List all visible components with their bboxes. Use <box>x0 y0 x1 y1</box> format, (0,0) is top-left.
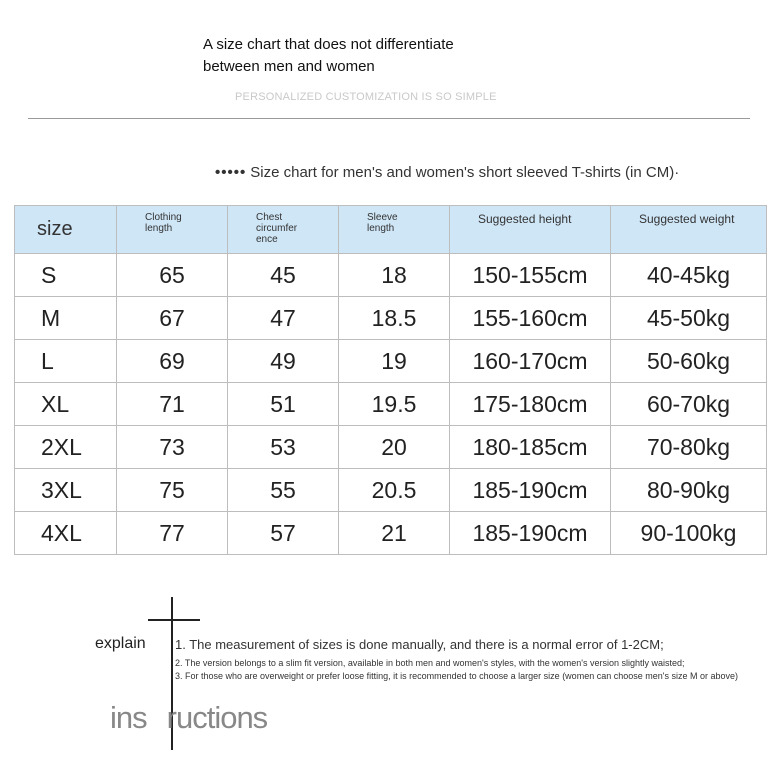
header-chest: Chest circumfer ence <box>228 206 339 254</box>
size-cell: M <box>15 297 117 340</box>
heading-dots: ••••• <box>215 164 247 181</box>
size-cell: L <box>15 340 117 383</box>
value-cell: 185-190cm <box>450 469 611 512</box>
value-cell: 50-60kg <box>611 340 767 383</box>
value-cell: 180-185cm <box>450 426 611 469</box>
value-cell: 175-180cm <box>450 383 611 426</box>
value-cell: 73 <box>117 426 228 469</box>
value-cell: 19 <box>339 340 450 383</box>
value-cell: 18.5 <box>339 297 450 340</box>
table-header-row <box>15 206 767 254</box>
chart-heading <box>215 164 679 181</box>
note-2: 2. The version belongs to a slim fit version, available in both men and women's styles, with the women's version slightly waisted; <box>175 658 685 668</box>
value-cell: 45 <box>228 254 339 297</box>
value-cell: 160-170cm <box>450 340 611 383</box>
size-cell: 4XL <box>15 512 117 555</box>
note-1: 1. The measurement of sizes is done manually, and there is a normal error of 1-2CM; <box>175 637 664 652</box>
value-cell: 20 <box>339 426 450 469</box>
table-row <box>15 469 767 512</box>
value-cell: 185-190cm <box>450 512 611 555</box>
value-cell: 69 <box>117 340 228 383</box>
value-cell: 155-160cm <box>450 297 611 340</box>
header-size: size <box>15 206 117 254</box>
value-cell: 55 <box>228 469 339 512</box>
value-cell: 53 <box>228 426 339 469</box>
size-cell: S <box>15 254 117 297</box>
header-sleeve-length: Sleeve length <box>339 206 450 254</box>
value-cell: 18 <box>339 254 450 297</box>
value-cell: 80-90kg <box>611 469 767 512</box>
size-cell: 3XL <box>15 469 117 512</box>
value-cell: 70-80kg <box>611 426 767 469</box>
notes-list <box>175 637 775 684</box>
instructions-right: ructions <box>166 700 268 735</box>
header-clothing-length: Clothing length <box>117 206 228 254</box>
table-row <box>15 297 767 340</box>
value-cell: 19.5 <box>339 383 450 426</box>
value-cell: 90-100kg <box>611 512 767 555</box>
value-cell: 51 <box>228 383 339 426</box>
value-cell: 45-50kg <box>611 297 767 340</box>
header-suggested-weight: Suggested weight <box>611 206 767 254</box>
table-row <box>15 383 767 426</box>
size-cell: 2XL <box>15 426 117 469</box>
table-row <box>15 254 767 297</box>
value-cell: 75 <box>117 469 228 512</box>
value-cell: 40-45kg <box>611 254 767 297</box>
value-cell: 60-70kg <box>611 383 767 426</box>
size-cell: XL <box>15 383 117 426</box>
value-cell: 71 <box>117 383 228 426</box>
instructions-left: ins <box>110 700 147 735</box>
size-table <box>14 205 767 555</box>
value-cell: 67 <box>117 297 228 340</box>
instructions-logo <box>110 700 267 736</box>
page-title <box>203 34 454 78</box>
table-row <box>15 426 767 469</box>
title-line-2: between men and women <box>203 58 375 75</box>
table-row <box>15 512 767 555</box>
header-suggested-height: Suggested height <box>450 206 611 254</box>
title-line-1: A size chart that does not differentiate <box>203 36 454 53</box>
heading-text: Size chart for men's and women's short sleeved T-shirts (in CM)· <box>250 164 680 181</box>
note-3: 3. For those who are overweight or prefer loose fitting, it is recommended to choose a larger size (women can choose men's size M or above) <box>175 671 738 681</box>
value-cell: 21 <box>339 512 450 555</box>
divider <box>28 118 750 119</box>
value-cell: 150-155cm <box>450 254 611 297</box>
value-cell: 65 <box>117 254 228 297</box>
subtitle: PERSONALIZED CUSTOMIZATION IS SO SIMPLE <box>235 91 497 103</box>
table-row <box>15 340 767 383</box>
value-cell: 49 <box>228 340 339 383</box>
cross-horizontal-line <box>148 619 200 621</box>
value-cell: 20.5 <box>339 469 450 512</box>
explain-label: explain <box>95 635 146 652</box>
value-cell: 77 <box>117 512 228 555</box>
value-cell: 57 <box>228 512 339 555</box>
value-cell: 47 <box>228 297 339 340</box>
